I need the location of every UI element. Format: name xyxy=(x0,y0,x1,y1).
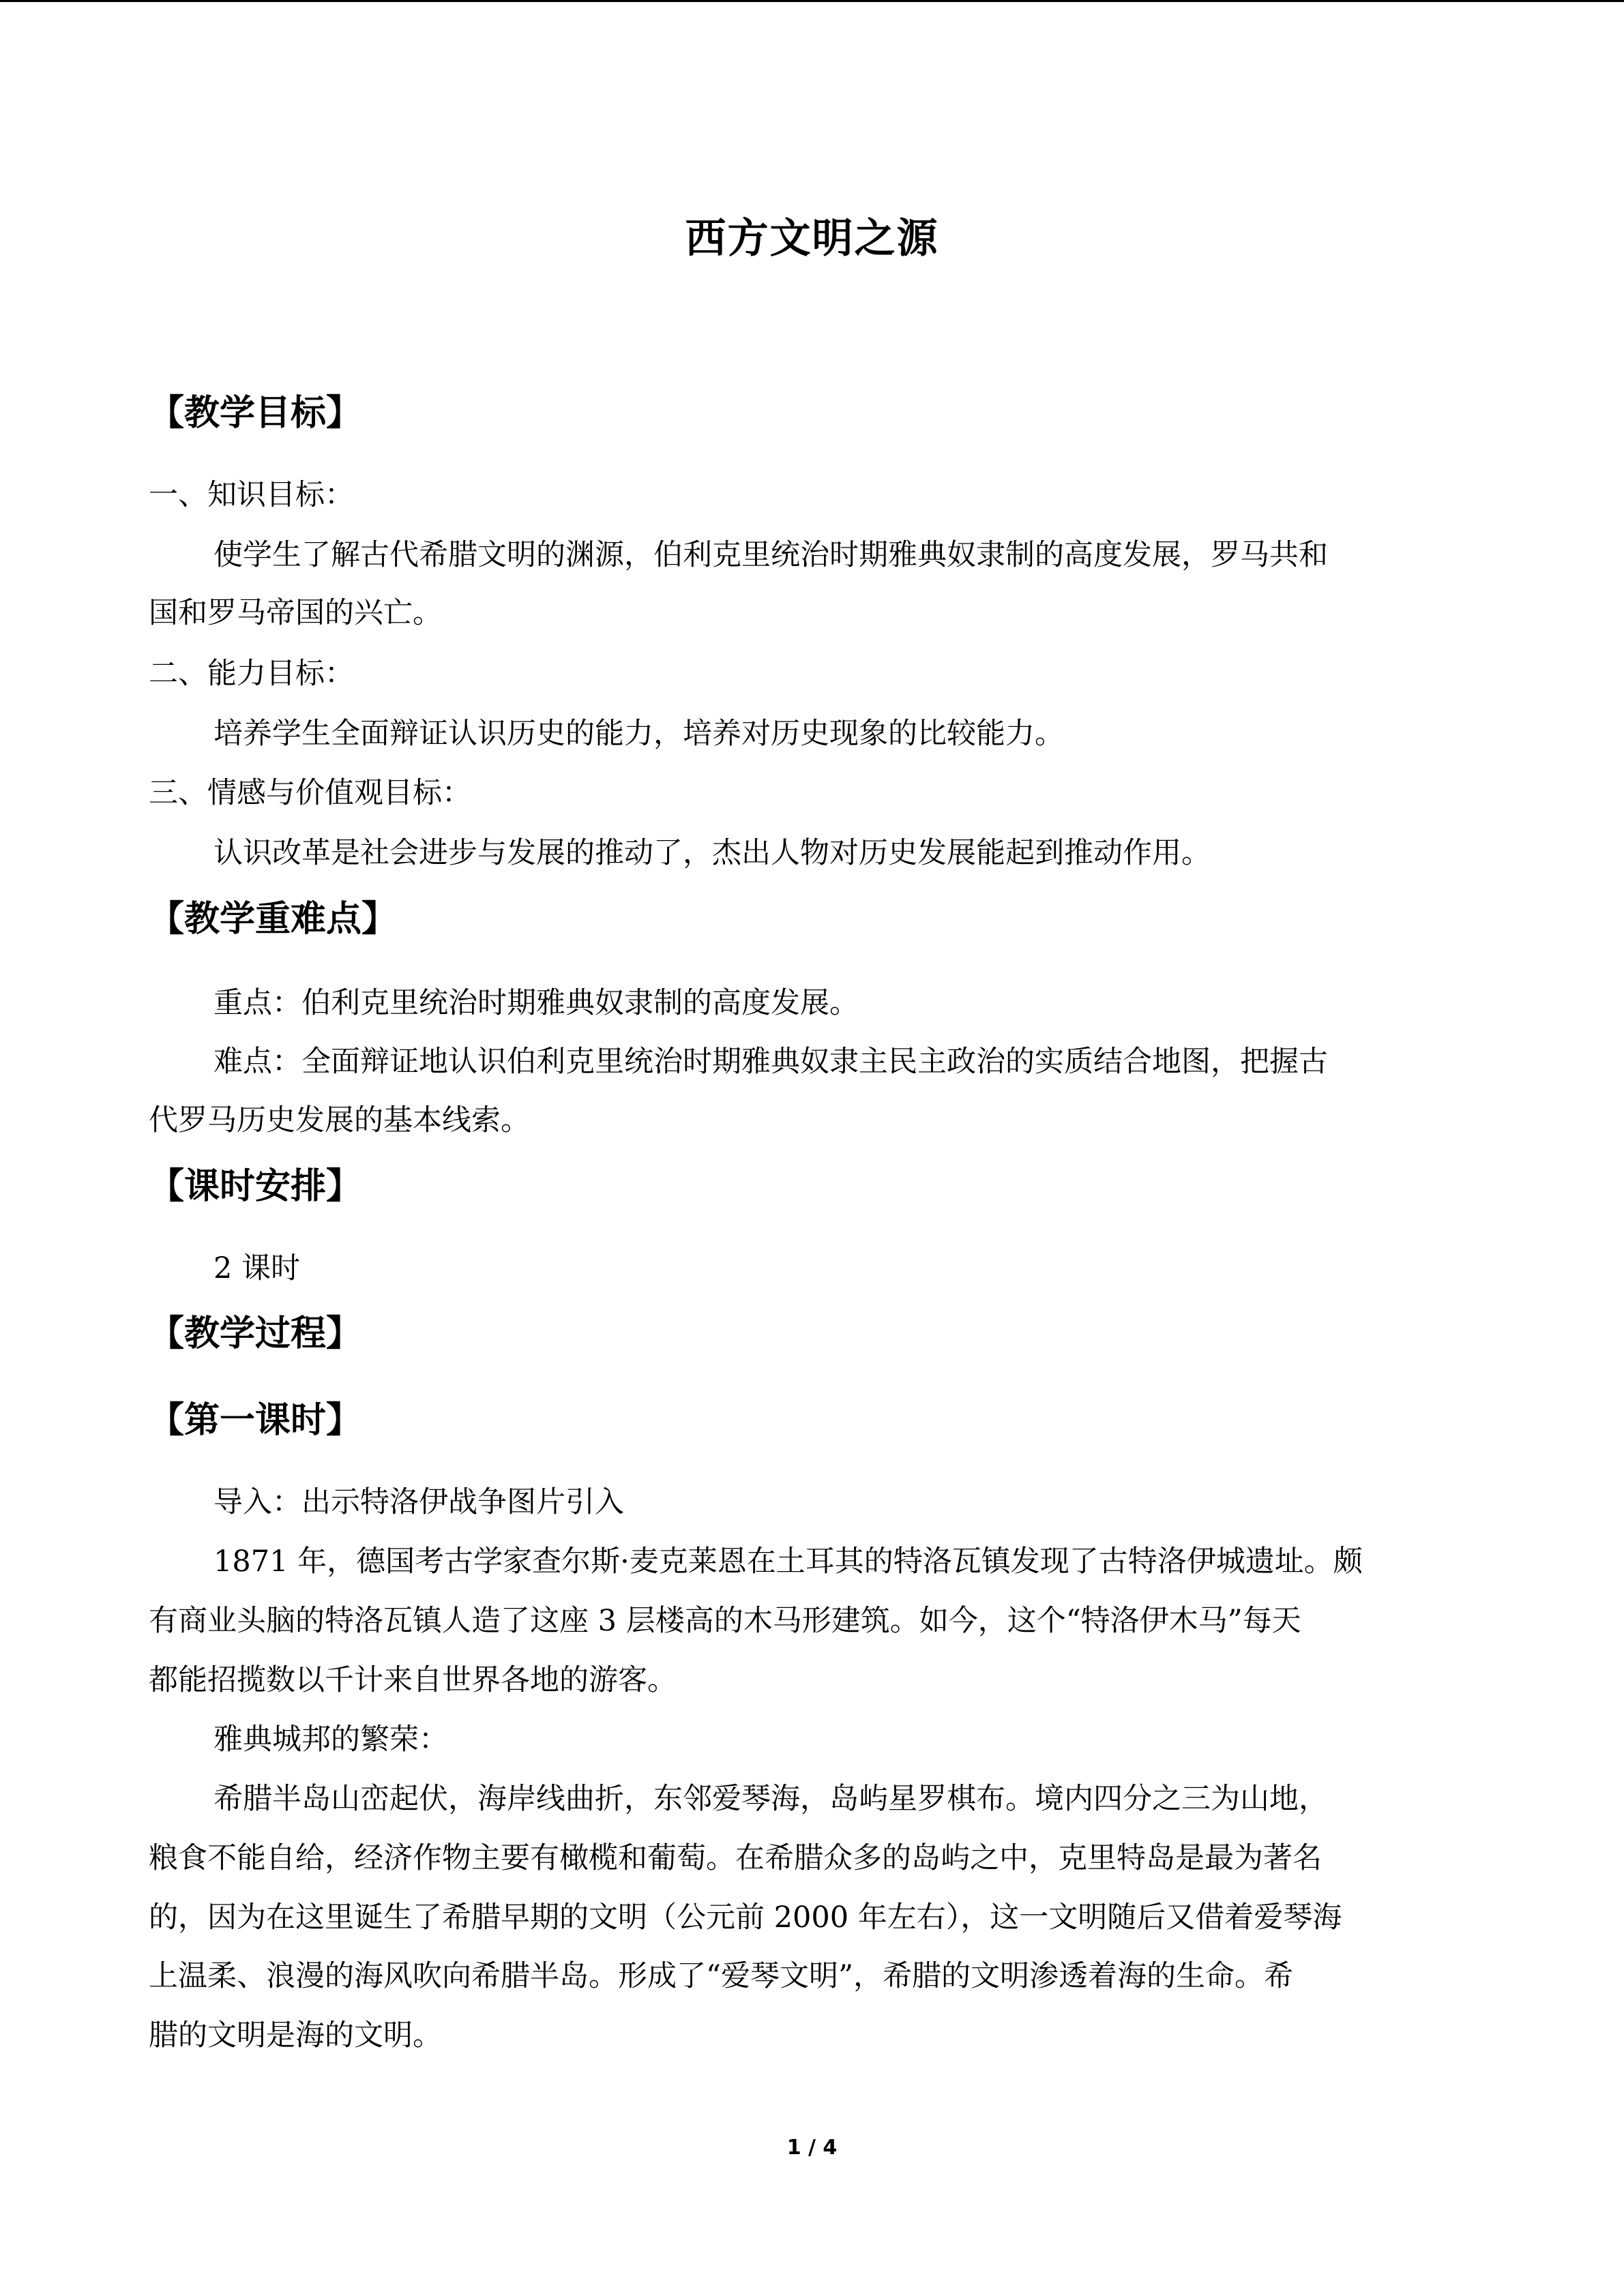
difficult-point-text-line-2: 代罗马历史发展的基本线索。 xyxy=(149,1103,530,1137)
emotion-objective-text: 认识改革是社会进步与发展的推动了，杰出人物对历史发展能起到推动作用。 xyxy=(213,836,1211,870)
page-number: 1 / 4 xyxy=(786,2136,838,2160)
troy-paragraph-line-1: 1871 年，德国考古学家查尔斯·麦克莱恩在土耳其的特洛瓦镇发现了古特洛伊城遗址。颇 xyxy=(213,1545,1363,1579)
troy-paragraph-line-3: 都能招揽数以千计来自世界各地的游客。 xyxy=(149,1663,677,1697)
key-points-heading: 【教学重难点】 xyxy=(149,899,398,940)
greece-paragraph-line-3: 的，因为在这里诞生了希腊早期的文明（公元前 2000 年左右），这一文明随后又借着爱琴海 xyxy=(149,1900,1342,1935)
key-point-text: 重点：伯利克里统治时期雅典奴隶制的高度发展。 xyxy=(213,986,859,1020)
greece-paragraph-line-2: 粮食不能自给，经济作物主要有橄榄和葡萄。在希腊众多的岛屿之中，克里特岛是最为著名 xyxy=(149,1841,1322,1875)
knowledge-objective-text-line-1: 使学生了解古代希腊文明的渊源，伯利克里统治时期雅典奴隶制的高度发展，罗马共和 xyxy=(213,538,1328,572)
lesson-intro-text: 导入：出示特洛伊战争图片引入 xyxy=(213,1485,624,1519)
troy-paragraph-line-2: 有商业头脑的特洛瓦镇人造了这座 3 层楼高的木马形建筑。如今，这个“特洛伊木马”每天 xyxy=(149,1604,1301,1638)
process-heading: 【教学过程】 xyxy=(149,1313,362,1354)
document-title: 西方文明之源 xyxy=(685,215,939,263)
schedule-text: 2 课时 xyxy=(213,1251,301,1285)
ability-objective-text: 培养学生全面辩证认识历史的能力，培养对历史现象的比较能力。 xyxy=(213,717,1064,751)
objectives-heading: 【教学目标】 xyxy=(149,393,362,434)
knowledge-objective-text-line-2: 国和罗马帝国的兴亡。 xyxy=(149,596,442,630)
schedule-heading: 【课时安排】 xyxy=(149,1166,362,1207)
knowledge-objective-label: 一、知识目标： xyxy=(149,478,354,512)
emotion-objective-label: 三、情感与价值观目标： xyxy=(149,776,471,810)
greece-paragraph-line-4: 上温柔、浪漫的海风吹向希腊半岛。形成了“爱琴文明”，希腊的文明渗透着海的生命。希 xyxy=(149,1959,1293,1993)
difficult-point-text-line-1: 难点：全面辩证地认识伯利克里统治时期雅典奴隶主民主政治的实质结合地图，把握古 xyxy=(213,1045,1328,1079)
athens-prosperity-label: 雅典城邦的繁荣： xyxy=(213,1723,448,1757)
ability-objective-label: 二、能力目标： xyxy=(149,657,354,691)
greece-paragraph-line-5: 腊的文明是海的文明。 xyxy=(149,2018,442,2053)
greece-paragraph-line-1: 希腊半岛山峦起伏，海岸线曲折，东邻爱琴海，岛屿星罗棋布。境内四分之三为山地， xyxy=(213,1782,1328,1816)
lesson-one-heading: 【第一课时】 xyxy=(149,1400,362,1441)
